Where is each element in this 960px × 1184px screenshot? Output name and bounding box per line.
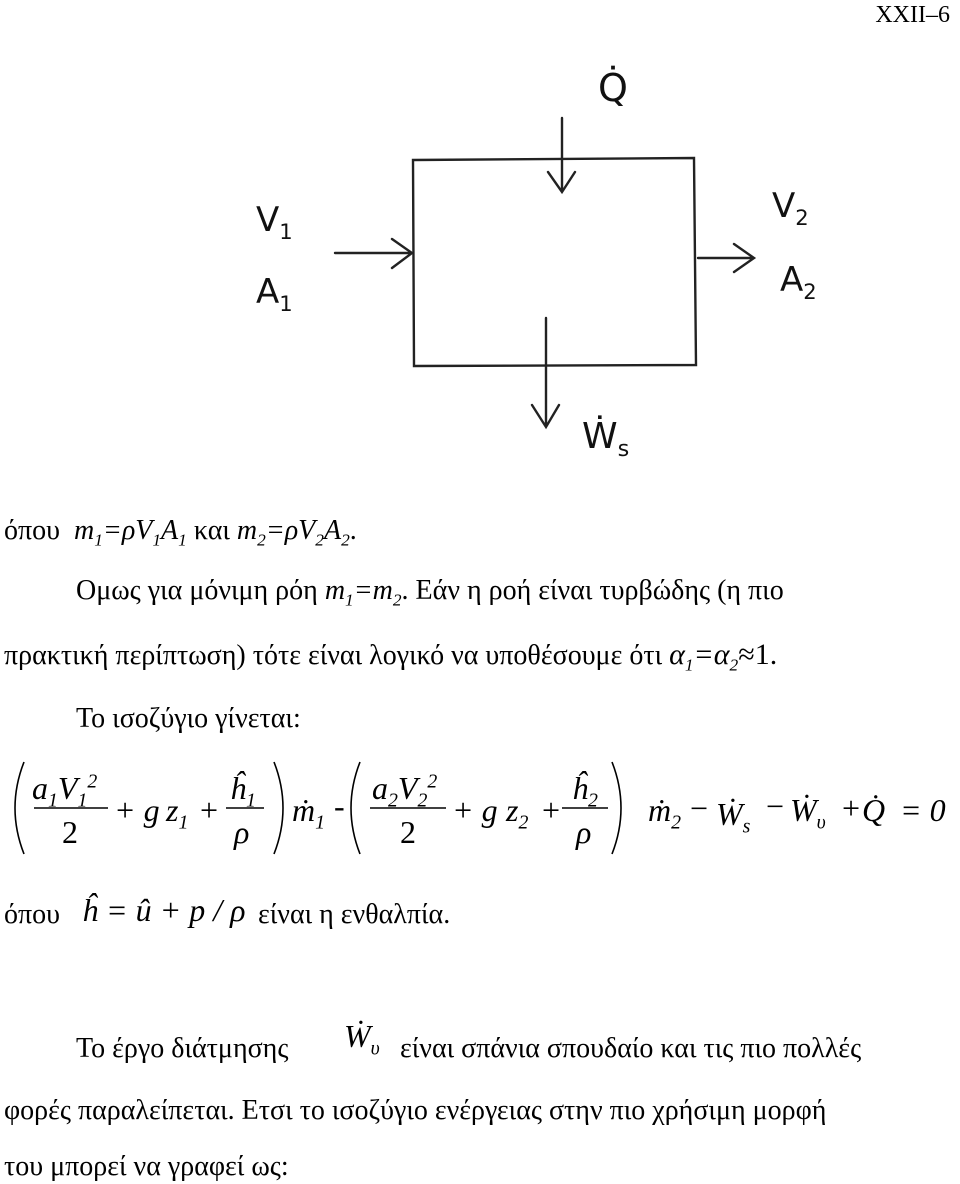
den-2: 2 <box>400 814 416 850</box>
outlet-arrow <box>698 244 754 272</box>
inlet-velocity-label: $V_1$ <box>256 200 293 244</box>
plus-2: + <box>542 792 561 828</box>
rho-1: ρ <box>234 814 250 850</box>
balance-intro: Το ισοζύγιο γίνεται: <box>76 703 301 734</box>
enthalpy-lead: όπου <box>4 899 60 930</box>
heat-rate-label: Q̇ <box>598 66 628 110</box>
enthalpy-tail: είναι η ενθαλπία. <box>258 899 451 930</box>
mdot-1: ṁ$_1$ <box>292 792 326 834</box>
rho-2: ρ <box>576 814 592 850</box>
q: Q̇ <box>862 792 886 828</box>
den-1: 2 <box>62 814 78 850</box>
plus-1: + <box>200 792 219 828</box>
shear-work-line2: φορές παραλείπεται. Ετσι το ισοζύγιο ενέργειας στην πιο χρήσιμη μορφή <box>4 1095 827 1126</box>
ws: Ẇ$_s$ <box>716 796 751 838</box>
equals-zero: = 0 <box>900 792 946 828</box>
shear-work-line3: του μπορεί να γραφεί ως: <box>4 1151 289 1182</box>
shaft-work-label: Ẇ$_s$ <box>582 416 630 463</box>
outlet-area-label: $A_2$ <box>780 260 817 304</box>
minus-ws: − <box>690 790 709 826</box>
mdot-2: ṁ$_2$ <box>648 792 682 834</box>
control-volume-box <box>413 158 696 366</box>
steady-flow-line2: πρακτική περίπτωση) τότε είναι λογικό να υποθέσουμε ότι $\alpha_1=\alpha_2\approx 1$. <box>4 638 778 675</box>
h1: $ĥ_1$ <box>230 770 256 812</box>
shear-work-line1b: είναι σπάνια σπουδαίο και τις πιο πολλές <box>400 1033 862 1064</box>
page-number: XXII–6 <box>875 2 950 28</box>
minus-1: - <box>334 788 345 824</box>
shear-work-symbol: Ẇ$_\upsilon$ <box>344 1018 380 1060</box>
plus-g-1: + g <box>114 792 160 828</box>
term-a2v2: $a_2V_2^2$ <box>372 770 438 812</box>
z1: $z_1$ <box>166 792 189 834</box>
inlet-arrow <box>335 239 412 268</box>
heat-arrow <box>548 118 575 192</box>
h2: $ĥ_2$ <box>572 770 598 812</box>
inlet-area-label: $A_1$ <box>256 272 293 316</box>
steady-flow-line1: Ομως για μόνιμη ρόη $m_1=m_2$. Εάν η ροή είναι τυρβώδης (η πιο <box>76 575 784 610</box>
plus-q: + <box>842 790 861 826</box>
term-a1v1: $a_1V_1^2$ <box>32 770 98 812</box>
enthalpy-formula: ĥ = û + p / ρ <box>82 892 246 928</box>
minus-wu: − <box>766 788 785 824</box>
wu: Ẇ$_\upsilon$ <box>790 792 826 834</box>
control-volume-diagram <box>0 0 960 500</box>
mass-flow-definition: όπου $m_1=\rho V_1A_1$ και $m_2=\rho V_2A_2$. <box>4 515 357 550</box>
outlet-velocity-label: $V_2$ <box>772 186 809 230</box>
work-arrow <box>532 318 559 427</box>
plus-g-2: + g <box>452 792 498 828</box>
shear-work-line1a: Το έργο διάτμησης <box>76 1033 289 1064</box>
z2: $z_2$ <box>506 792 529 834</box>
